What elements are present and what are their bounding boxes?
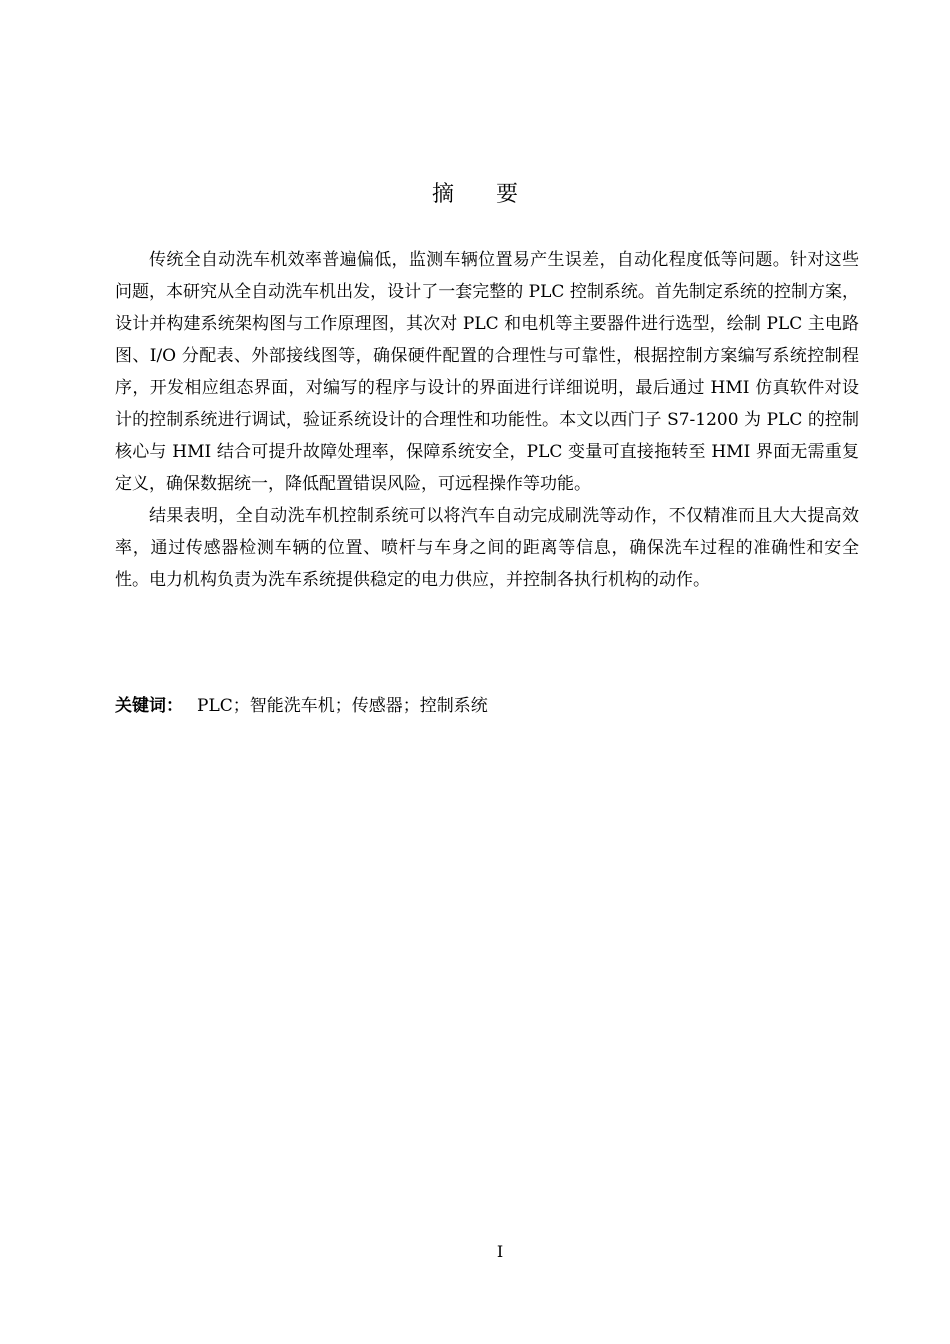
keywords-label: 关键词： <box>115 696 183 716</box>
page-title: 摘要 <box>431 182 560 207</box>
keywords-line <box>115 690 859 722</box>
page-number: I <box>496 1242 504 1261</box>
abstract-paragraph-1: 传统全自动洗车机效率普遍偏低，监测车辆位置易产生误差，自动化程度低等问题。针对这些问题，本研究从全自动洗车机出发，设计了一套完整的 PLC 控制系统。首先制定系统的控制方案，设计并构建系统架构图与工作原理图，其次对 PLC 和电机等主要器件进行选型，绘制 PLC 主电路图、I/O 分配表、外部接线图等，确保硬件配置的合理性与可靠性，根据控制方案编写系统控制程序，开发相应组态界面，对编写的程序与设计的界面进行详细说明，最后通过 HMI 仿真软件对设计的控制系统进行调试，验证系统设计的合理性和功能性。本文以西门子 S7-1200 为 PLC 的控制核心与 HMI 结合可提升故障处理率，保障系统安全，PLC 变量可直接拖转至 HMI 界面无需重复定义，确保数据统一，降低配置错误风险，可远程操作等功能。 <box>115 250 859 494</box>
keywords-list: PLC；智能洗车机；传感器；控制系统 <box>197 696 488 716</box>
abstract-body <box>115 244 859 596</box>
abstract-paragraph-2: 结果表明，全自动洗车机控制系统可以将汽车自动完成刷洗等动作，不仅精准而且大大提高效率，通过传感器检测车辆的位置、喷杆与车身之间的距离等信息，确保洗车过程的准确性和安全性。电力机构负责为洗车系统提供稳定的电力供应，并控制各执行机构的动作。 <box>115 506 859 590</box>
